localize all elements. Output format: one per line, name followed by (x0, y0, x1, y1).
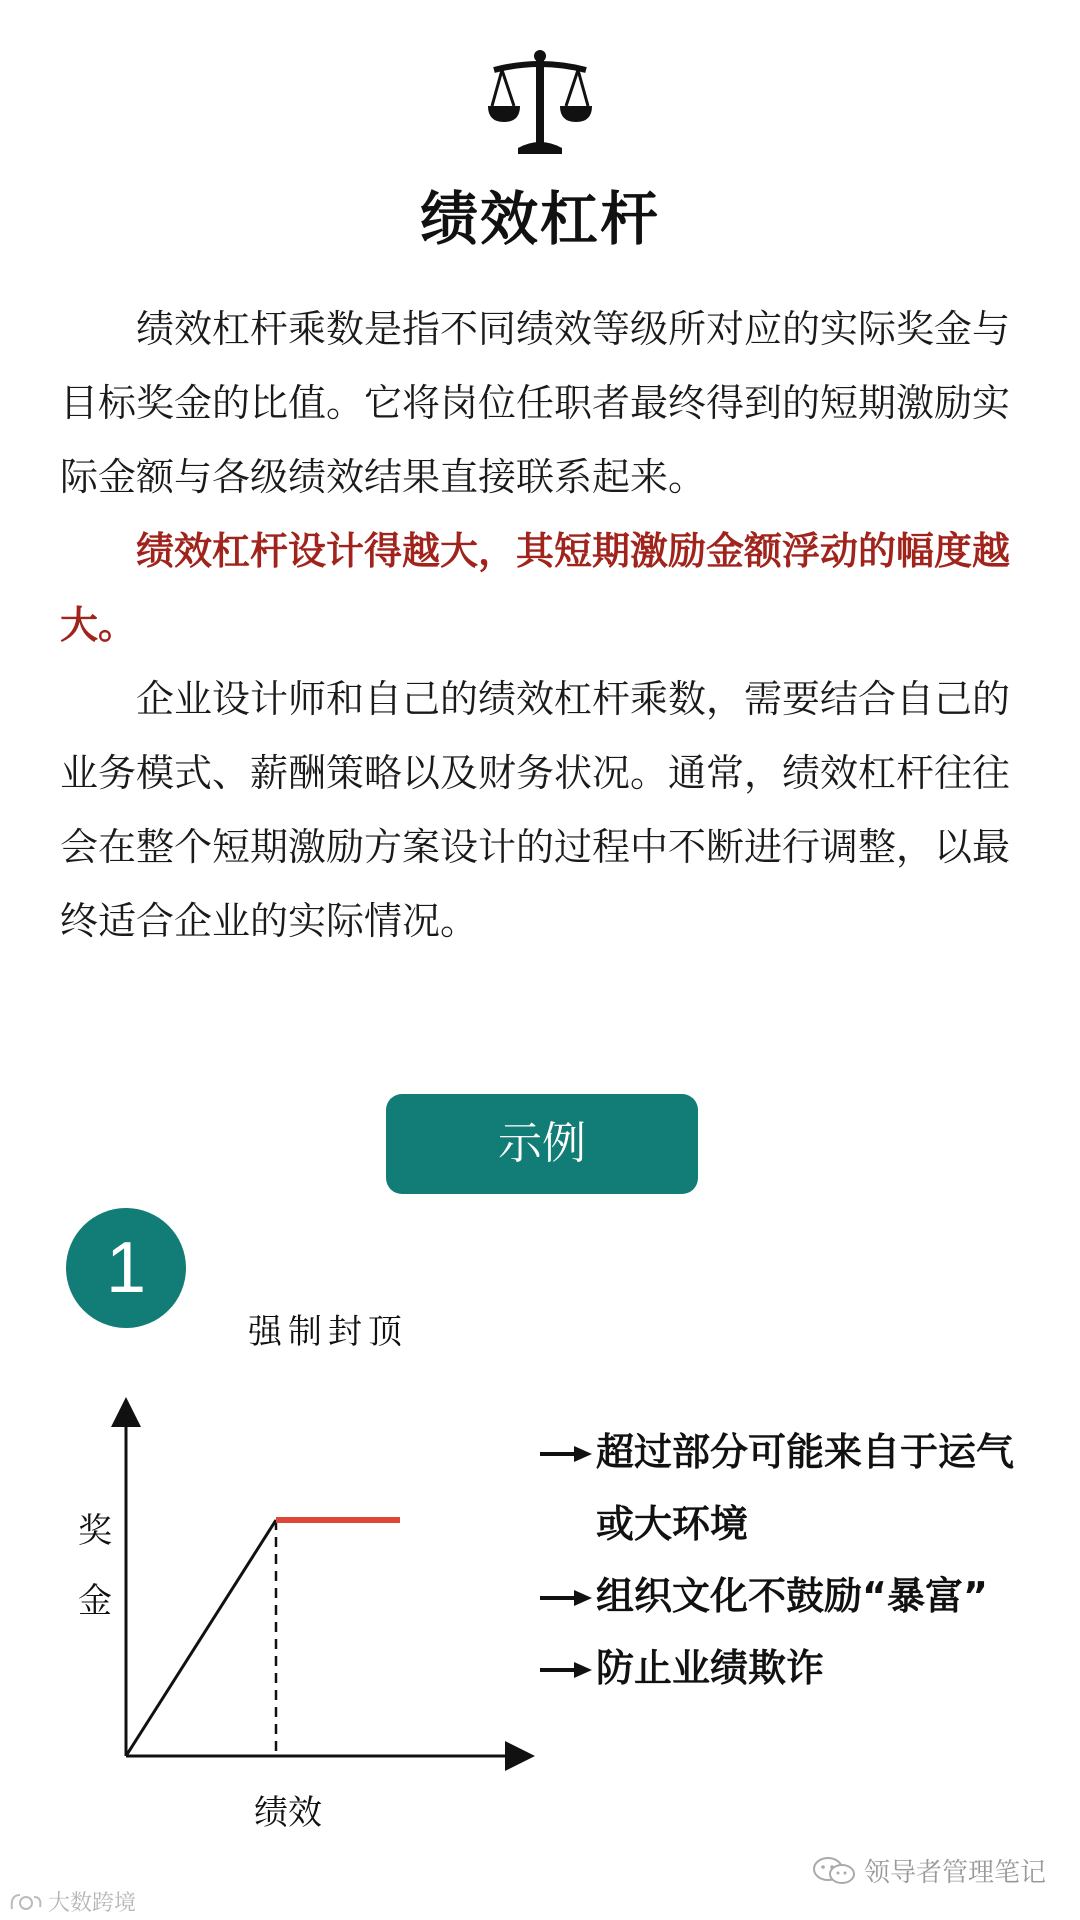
wechat-watermark (812, 1852, 1046, 1889)
bullet-text: 防止业绩欺诈 (596, 1646, 825, 1690)
capped-bonus-chart (60, 1390, 540, 1850)
y-axis-label-1: 奖 (78, 1511, 112, 1551)
intro-paragraph: 绩效杠杆乘数是指不同绩效等级所对应的实际奖金与目标奖金的比值。它将岗位任职者最终得到的短期激励实际金额与各级绩效结果直接联系起来。 (60, 307, 1011, 499)
arrow-right-icon (540, 1662, 592, 1678)
brand-logo-icon (8, 1891, 44, 1913)
bullet-text: 超过部分可能来自于运气或大环境 (596, 1430, 1015, 1546)
highlight-paragraph: 绩效杠杆设计得越大，其短期激励金额浮动的幅度越大。 (60, 529, 1011, 647)
y-axis-label-2: 金 (78, 1581, 112, 1621)
bullet-item (540, 1416, 1020, 1560)
bullet-list (540, 1416, 1020, 1704)
arrow-right-icon (540, 1446, 592, 1462)
detail-paragraph: 企业设计师和自己的绩效杠杆乘数，需要结合自己的业务模式、薪酬策略以及财务状况。通常，绩效杠杆往往会在整个短期激励方案设计的过程中不断进行调整，以最终适合企业的实际情况。 (60, 677, 1011, 943)
bullet-item (540, 1632, 1020, 1704)
chart-title: 强制封顶 (248, 1312, 408, 1352)
bullet-text: 组织文化不鼓励“暴富” (596, 1574, 988, 1618)
page-title: 绩效杠杆 (419, 185, 660, 253)
bullet-item (540, 1560, 1020, 1632)
brand-watermark (8, 1886, 136, 1917)
brand-name: 大数跨境 (48, 1891, 137, 1916)
x-axis-label: 绩效 (254, 1793, 322, 1833)
balance-scale-icon (488, 48, 592, 160)
example-button[interactable]: 示例 (386, 1094, 698, 1194)
arrow-right-icon (540, 1590, 592, 1606)
wechat-account-name: 领导者管理笔记 (863, 1858, 1046, 1888)
example-number-badge: 1 (66, 1208, 186, 1328)
bonus-rising-line (126, 1520, 276, 1756)
wechat-icon (812, 1856, 856, 1886)
